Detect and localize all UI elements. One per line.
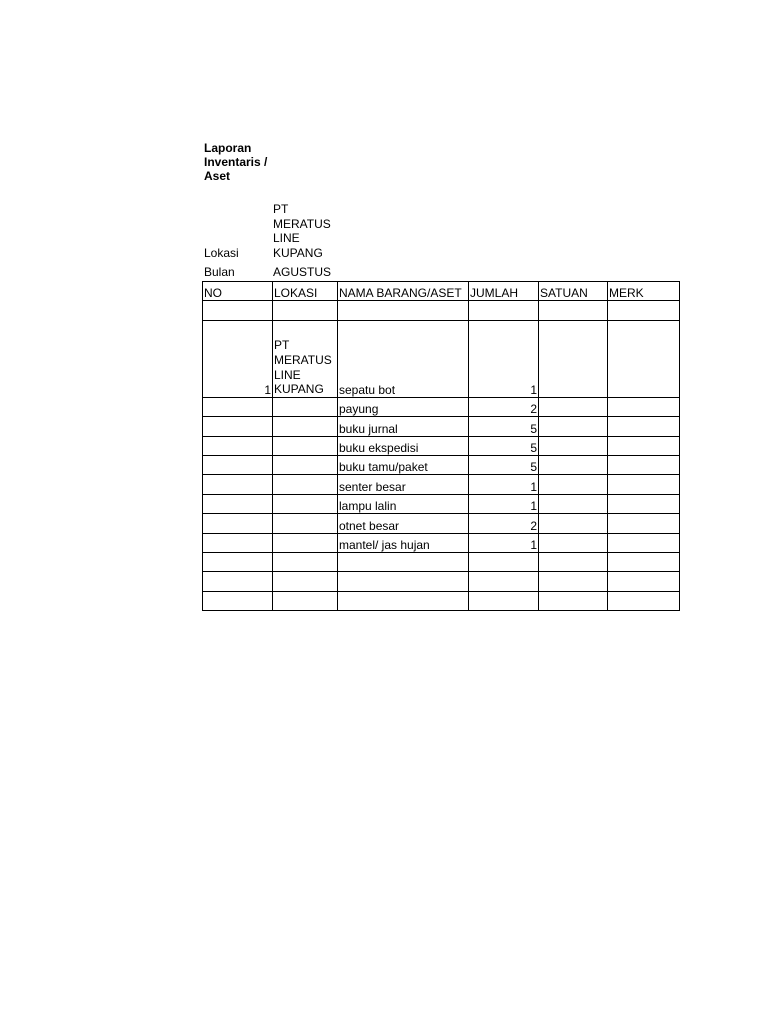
table-row <box>203 514 680 533</box>
row-lokasi <box>273 397 338 416</box>
row-no <box>203 533 273 552</box>
table-cell <box>338 552 469 571</box>
row-satuan <box>539 475 608 494</box>
row-nama-barang: senter besar <box>338 475 469 494</box>
row-lokasi <box>273 436 338 455</box>
row-nama-barang: lampu lalin <box>338 494 469 513</box>
row-no <box>203 494 273 513</box>
table-cell <box>469 591 539 610</box>
row-jumlah: 2 <box>469 397 539 416</box>
row-jumlah: 5 <box>469 436 539 455</box>
row-jumlah: 1 <box>469 320 539 397</box>
table-row-empty <box>203 591 680 610</box>
table-cell <box>273 301 338 320</box>
table-cell <box>203 301 273 320</box>
row-no <box>203 417 273 436</box>
table-row <box>203 397 680 416</box>
table-cell <box>338 301 469 320</box>
table-cell <box>539 591 608 610</box>
row-lokasi: PT MERATUS LINE KUPANG <box>273 320 338 397</box>
row-lokasi <box>273 514 338 533</box>
table-row <box>203 533 680 552</box>
bulan-value: AGUSTUS <box>273 265 332 279</box>
header-lokasi: LOKASI <box>273 282 338 301</box>
table-row <box>203 417 680 436</box>
table-cell <box>203 552 273 571</box>
row-merk <box>608 514 680 533</box>
table-cell <box>608 572 680 591</box>
table-row <box>203 436 680 455</box>
row-no <box>203 455 273 474</box>
row-lokasi <box>273 494 338 513</box>
table-row <box>203 475 680 494</box>
table-row <box>203 494 680 513</box>
report-title: Laporan Inventaris / Aset <box>204 141 268 183</box>
row-merk <box>608 475 680 494</box>
table-cell <box>338 572 469 591</box>
header-nama-barang: NAMA BARANG/ASET <box>338 282 469 301</box>
table-cell <box>273 552 338 571</box>
row-lokasi <box>273 455 338 474</box>
row-lokasi <box>273 475 338 494</box>
bulan-label: Bulan <box>204 265 235 279</box>
table-row-empty <box>203 552 680 571</box>
row-no <box>203 475 273 494</box>
row-merk <box>608 455 680 474</box>
row-no <box>203 436 273 455</box>
row-satuan <box>539 455 608 474</box>
table-cell <box>203 572 273 591</box>
row-nama-barang: sepatu bot <box>338 320 469 397</box>
header-merk: MERK <box>608 282 680 301</box>
table-cell <box>469 572 539 591</box>
table-cell <box>539 301 608 320</box>
table-row-empty <box>203 301 680 320</box>
table-cell <box>469 552 539 571</box>
table-cell <box>608 591 680 610</box>
row-satuan <box>539 533 608 552</box>
row-merk <box>608 533 680 552</box>
row-satuan <box>539 436 608 455</box>
row-satuan <box>539 417 608 436</box>
table-row <box>203 320 680 397</box>
row-lokasi <box>273 417 338 436</box>
row-jumlah: 1 <box>469 475 539 494</box>
row-satuan <box>539 494 608 513</box>
row-no <box>203 514 273 533</box>
row-nama-barang: payung <box>338 397 469 416</box>
row-nama-barang: buku ekspedisi <box>338 436 469 455</box>
lokasi-label: Lokasi <box>204 246 239 260</box>
header-jumlah: JUMLAH <box>469 282 539 301</box>
row-merk <box>608 320 680 397</box>
table-cell <box>273 591 338 610</box>
table-cell <box>203 591 273 610</box>
table-cell <box>273 572 338 591</box>
row-jumlah: 5 <box>469 417 539 436</box>
table-cell <box>539 552 608 571</box>
table-cell <box>608 552 680 571</box>
row-jumlah: 2 <box>469 514 539 533</box>
row-no <box>203 397 273 416</box>
row-lokasi <box>273 533 338 552</box>
table-row <box>203 455 680 474</box>
row-jumlah: 5 <box>469 455 539 474</box>
row-jumlah: 1 <box>469 533 539 552</box>
row-merk <box>608 494 680 513</box>
inventory-table <box>202 281 680 611</box>
header-satuan: SATUAN <box>539 282 608 301</box>
row-merk <box>608 397 680 416</box>
header-no: NO <box>203 282 273 301</box>
row-merk <box>608 417 680 436</box>
row-no: 1 <box>203 320 273 397</box>
table-cell <box>608 301 680 320</box>
row-nama-barang: buku jurnal <box>338 417 469 436</box>
row-jumlah: 1 <box>469 494 539 513</box>
table-cell <box>469 301 539 320</box>
row-merk <box>608 436 680 455</box>
table-cell <box>338 591 469 610</box>
row-satuan <box>539 514 608 533</box>
row-satuan <box>539 397 608 416</box>
row-nama-barang: otnet besar <box>338 514 469 533</box>
row-satuan <box>539 320 608 397</box>
table-header-row <box>203 282 680 301</box>
row-nama-barang: mantel/ jas hujan <box>338 533 469 552</box>
lokasi-value: PT MERATUS LINE KUPANG <box>273 202 331 260</box>
row-nama-barang: buku tamu/paket <box>338 455 469 474</box>
table-row-empty <box>203 572 680 591</box>
table-cell <box>539 572 608 591</box>
